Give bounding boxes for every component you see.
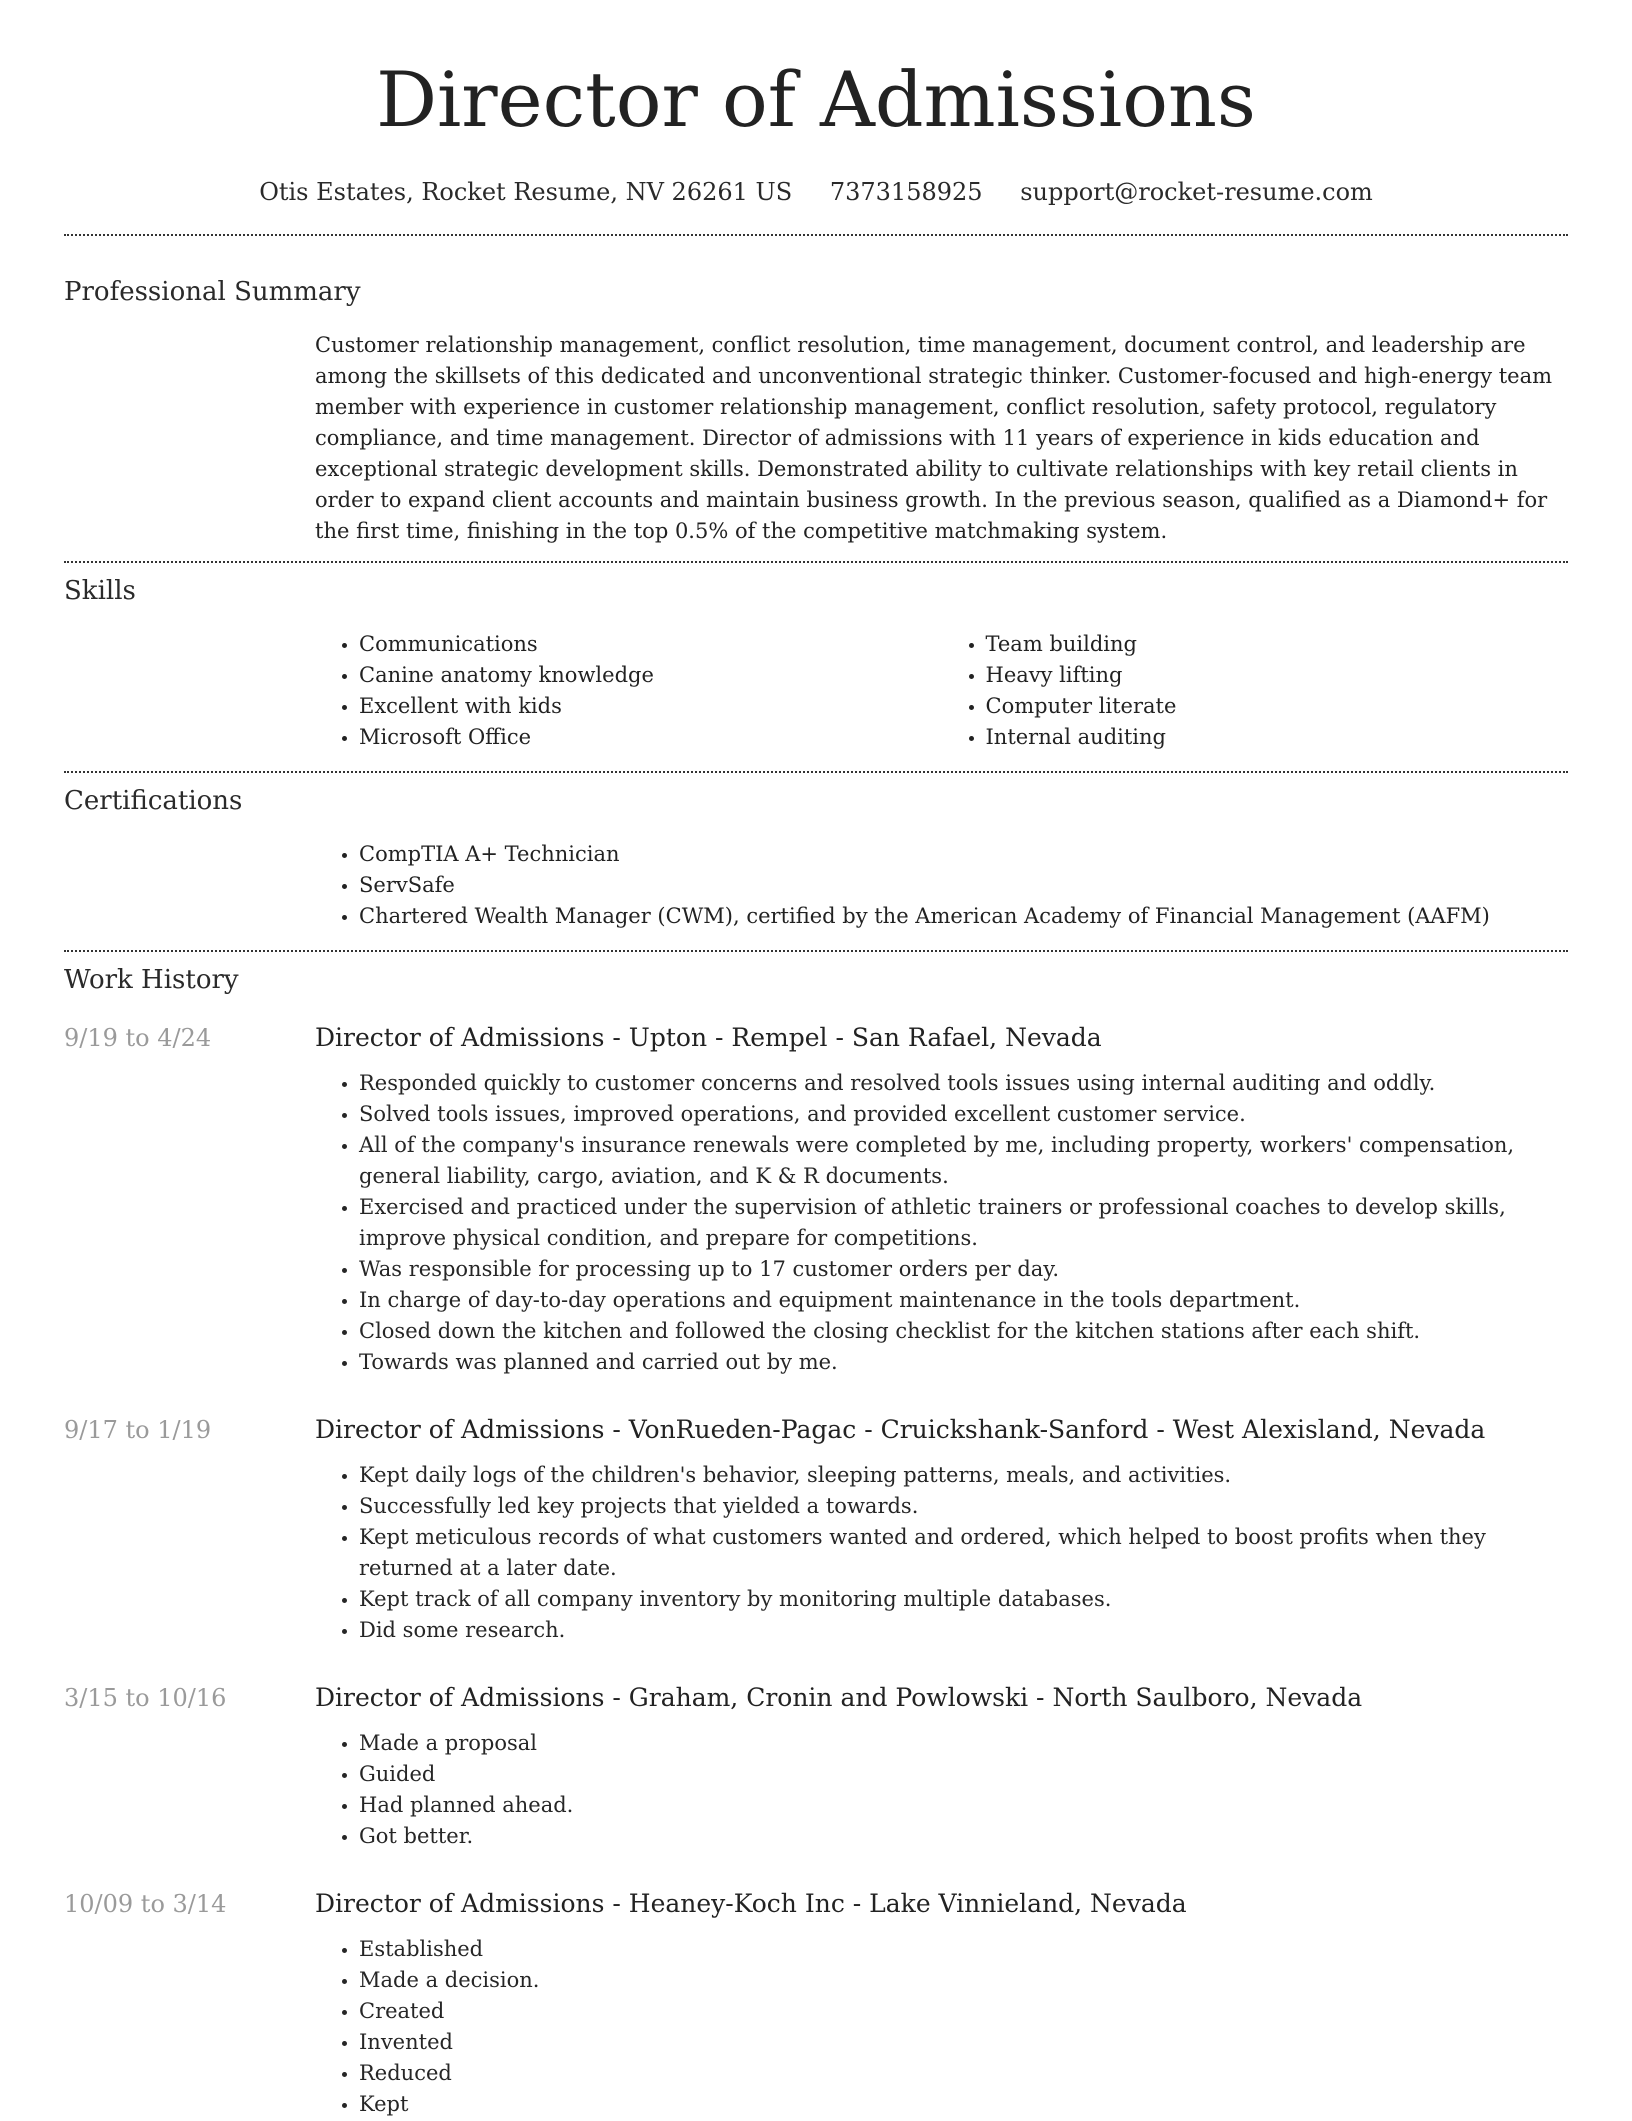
resume-header — [64, 0, 1568, 208]
job-bullet: • Had planned ahead. — [359, 1790, 1568, 1821]
job-bullets — [315, 1460, 1568, 1646]
skills-columns — [315, 629, 1568, 753]
job-bullet: • Invented — [359, 2027, 1568, 2058]
job-bullet: • Solved tools issues, improved operations, and provided excellent customer service. — [359, 1099, 1568, 1130]
section-title-certifications: Certifications — [64, 786, 243, 816]
job-bullet: • Was responsible for processing up to 17 customer orders per day. — [359, 1254, 1568, 1285]
job-bullet: • Created — [359, 1996, 1568, 2027]
skill-item: • Microsoft Office — [359, 722, 942, 753]
section-title-work-history: Work History — [64, 965, 239, 995]
work-history-list — [64, 1022, 1568, 2120]
job-bullet: • Established — [359, 1934, 1568, 1965]
job-title: Director of Admissions - Upton - Rempel - San Rafael, Nevada — [315, 1023, 1102, 1052]
contact-email: support@rocket-resume.com — [1020, 178, 1373, 206]
certifications-content — [315, 839, 1568, 932]
job-title: Director of Admissions - Graham, Cronin and Powlowski - North Saulboro, Nevada — [315, 1683, 1363, 1712]
job-bullet: • Responded quickly to customer concerns and resolved tools issues using internal auditing and oddly. — [359, 1068, 1568, 1099]
contact-phone: 7373158925 — [829, 178, 983, 206]
skills-content — [315, 629, 1568, 753]
certification-item: • CompTIA A+ Technician — [359, 839, 1568, 870]
job-date: 9/17 to 1/19 — [64, 1416, 212, 1444]
job-bullet: • Kept meticulous records of what customers wanted and ordered, which helped to boost profits when they returned at a later date. — [359, 1522, 1568, 1584]
summary-content — [315, 330, 1568, 547]
job-bullets — [315, 1934, 1568, 2120]
job-bullet: • Got better. — [359, 1821, 1568, 1852]
summary-text: Customer relationship management, conflict resolution, time management, document control, and leadership are among the skillsets of this dedicated and unconventional strategic thinker. Customer-focused and high-energy team member with experience in customer relationship management, conflict resolution, safety protocol, regulatory compliance, and time management. Director of admissions with 11 years of experience in kids education and exceptional strategic development skills. Demonstrated ability to cultivate relationships with key retail clients in order to expand client accounts and maintain business growth. In the previous season, qualified as a Diamond+ for the first time, finishing in the top 0.5% of the competitive matchmaking system. — [315, 333, 1553, 543]
certification-item: • Chartered Wealth Manager (CWM), certified by the American Academy of Financial Management (AAFM) — [359, 901, 1568, 932]
section-title-summary: Professional Summary — [64, 277, 361, 307]
skills-section — [64, 563, 1568, 771]
skill-item: • Communications — [359, 629, 942, 660]
professional-summary-section — [64, 236, 1568, 561]
job-bullet: • Kept track of all company inventory by monitoring multiple databases. — [359, 1584, 1568, 1615]
certification-item: • ServSafe — [359, 870, 1568, 901]
job-bullet: • Made a proposal — [359, 1728, 1568, 1759]
skill-item: • Heavy lifting — [986, 660, 1569, 691]
skill-item: • Canine anatomy knowledge — [359, 660, 942, 691]
job-title: Director of Admissions - Heaney-Koch Inc - Lake Vinnieland, Nevada — [315, 1889, 1187, 1918]
skill-item: • Computer literate — [986, 691, 1569, 722]
section-title-skills: Skills — [64, 576, 136, 606]
job-date: 3/15 to 10/16 — [64, 1684, 227, 1712]
job-entry — [64, 1414, 1568, 1646]
work-history-section — [64, 952, 1568, 2120]
job-entry — [64, 1888, 1568, 2120]
job-bullet: • Closed down the kitchen and followed the closing checklist for the kitchen stations after each shift. — [359, 1316, 1568, 1347]
job-bullet: • Reduced — [359, 2058, 1568, 2089]
job-bullet: • In charge of day-to-day operations and equipment maintenance in the tools department. — [359, 1285, 1568, 1316]
contact-line — [64, 176, 1568, 208]
job-bullet: • Exercised and practiced under the supervision of athletic trainers or professional coaches to develop skills, improve physical condition, and prepare for competitions. — [359, 1192, 1568, 1254]
job-bullet: • Kept — [359, 2089, 1568, 2120]
job-date: 9/19 to 4/24 — [64, 1024, 212, 1052]
job-bullet: • Did some research. — [359, 1615, 1568, 1646]
job-bullet: • Kept daily logs of the children's behavior, sleeping patterns, meals, and activities. — [359, 1460, 1568, 1491]
skill-item: • Excellent with kids — [359, 691, 942, 722]
job-bullet: • All of the company's insurance renewals were completed by me, including property, workers' compensation, general liability, cargo, aviation, and K & R documents. — [359, 1130, 1568, 1192]
job-entry — [64, 1682, 1568, 1852]
skills-list-right — [942, 629, 1569, 753]
skills-list-left — [315, 629, 942, 753]
job-bullet: • Made a decision. — [359, 1965, 1568, 1996]
job-date: 10/09 to 3/14 — [64, 1890, 227, 1918]
contact-address: Otis Estates, Rocket Resume, NV 26261 US — [259, 178, 793, 206]
job-entry — [64, 1022, 1568, 1378]
certifications-list — [315, 839, 1568, 932]
candidate-name: Director of Admissions — [376, 55, 1256, 144]
skill-item: • Internal auditing — [986, 722, 1569, 753]
certifications-section — [64, 773, 1568, 950]
job-title: Director of Admissions - VonRueden-Pagac - Cruickshank-Sanford - West Alexisland, Nevada — [315, 1415, 1486, 1444]
job-bullets — [315, 1728, 1568, 1852]
job-bullet: • Towards was planned and carried out by me. — [359, 1347, 1568, 1378]
skill-item: • Team building — [986, 629, 1569, 660]
job-bullet: • Guided — [359, 1759, 1568, 1790]
job-bullets — [315, 1068, 1568, 1378]
job-bullet: • Successfully led key projects that yielded a towards. — [359, 1491, 1568, 1522]
